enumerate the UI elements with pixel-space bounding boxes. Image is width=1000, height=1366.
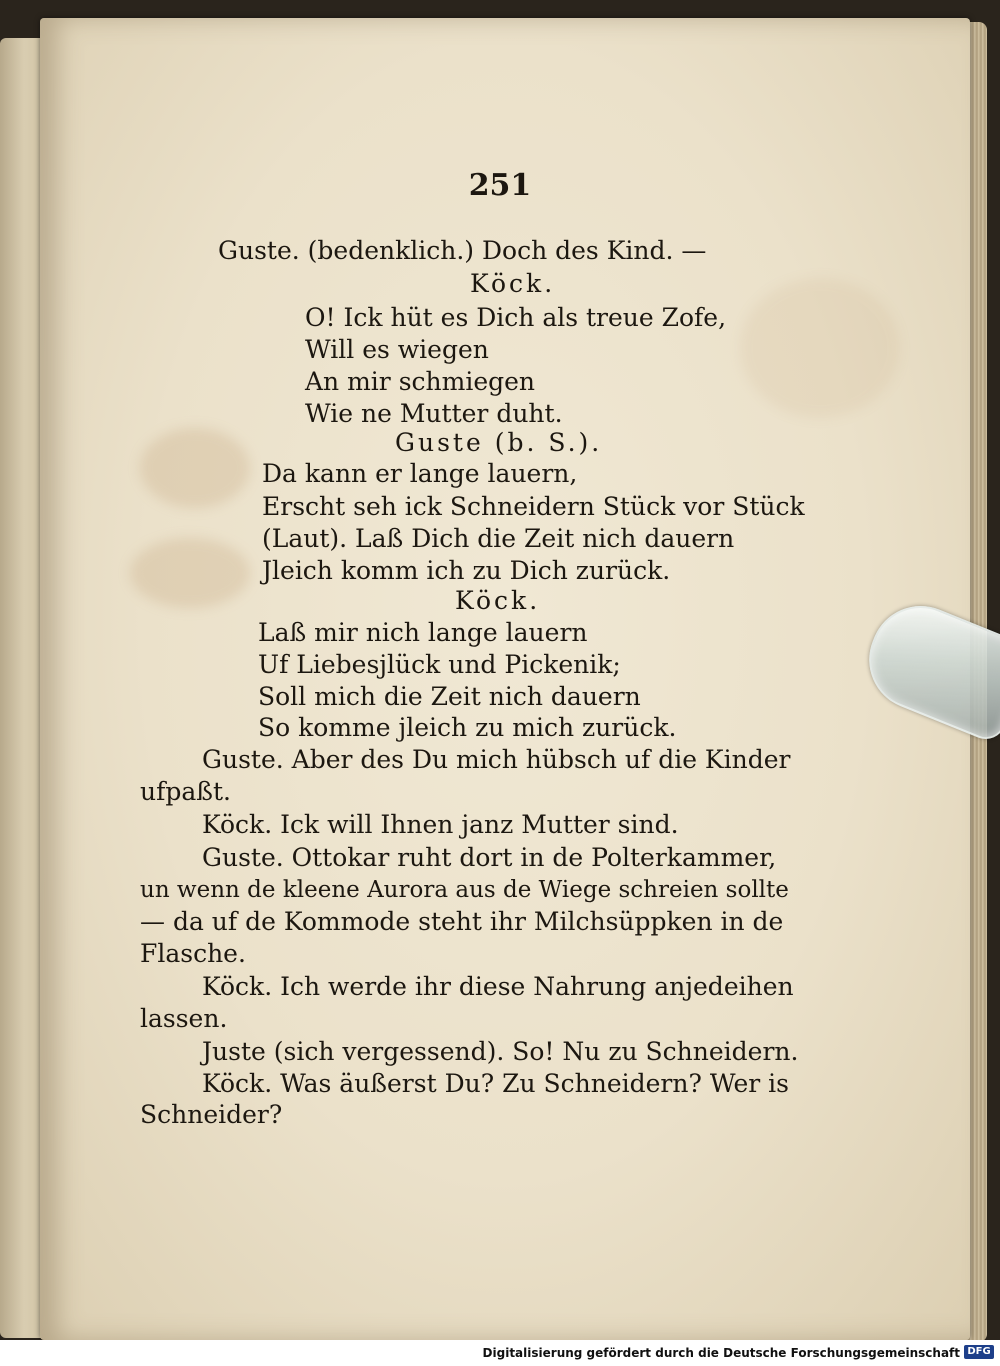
text-line: Soll mich die Zeit nich dauern — [258, 682, 641, 711]
text-line: Guste. (bedenklich.) Doch des Kind. — — [218, 236, 707, 265]
text-line: un wenn de kleene Aurora aus de Wiege schreien sollte — [140, 877, 789, 903]
text-line: Köck. Was äußerst Du? Zu Schneidern? Wer is — [202, 1069, 789, 1098]
text-line: Flasche. — [140, 939, 246, 968]
bleed-through-stain — [740, 278, 900, 418]
text-line: ufpaßt. — [140, 777, 231, 806]
text-line: So komme jleich zu mich zurück. — [258, 713, 677, 742]
text-line: Will es wiegen — [305, 335, 489, 364]
speaker-line: Guste (b. S.). — [395, 428, 603, 457]
text-line: Jleich komm ich zu Dich zurück. — [262, 556, 671, 585]
page-number: 251 — [468, 168, 532, 203]
text-line: An mir schmiegen — [305, 367, 536, 396]
text-line: Uf Liebesjlück und Pickenik; — [258, 650, 621, 679]
dfg-logo-icon: DFG — [964, 1345, 994, 1359]
text-line: Guste. Aber des Du mich hübsch uf die Kinder — [202, 745, 791, 774]
speaker-line: Köck. — [455, 586, 541, 615]
text-line: Köck. Ich werde ihr diese Nahrung anjedeihen — [202, 972, 794, 1001]
text-line: Guste. Ottokar ruht dort in de Polterkammer, — [202, 843, 777, 872]
text-line: Juste (sich vergessend). So! Nu zu Schneidern. — [202, 1037, 799, 1066]
text-line: Laß mir nich lange lauern — [258, 618, 588, 647]
text-line: — da uf de Kommode steht ihr Milchsüppken in de — [140, 907, 784, 936]
text-line: Erscht seh ick Schneidern Stück vor Stück — [262, 492, 805, 521]
text-line: Da kann er lange lauern, — [262, 459, 578, 488]
text-line: Wie ne Mutter duht. — [305, 399, 563, 428]
text-line: Schneider? — [140, 1100, 283, 1129]
digitization-credit: Digitalisierung gefördert durch die Deutsche Forschungsgemeinschaft — [482, 1346, 960, 1360]
speaker-line: Köck. — [470, 269, 556, 298]
text-line: O! Ick hüt es Dich als treue Zofe, — [305, 303, 727, 332]
text-line: lassen. — [140, 1004, 228, 1033]
foxing-stain — [130, 538, 250, 608]
foxing-stain — [140, 428, 250, 508]
text-line: (Laut). Laß Dich die Zeit nich dauern — [262, 524, 735, 553]
text-line: Köck. Ick will Ihnen janz Mutter sind. — [202, 810, 679, 839]
